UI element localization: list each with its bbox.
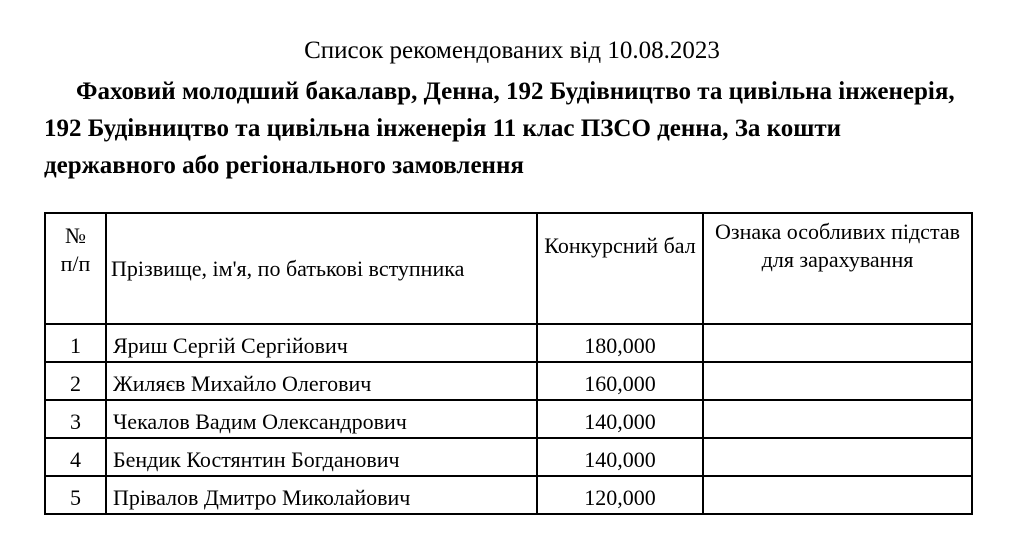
- competitive-score: 140,000: [537, 400, 703, 438]
- competitive-score: 140,000: [537, 438, 703, 476]
- document-title: Список рекомендованих від 10.08.2023: [304, 37, 720, 64]
- row-number: 1: [45, 324, 106, 362]
- competitive-score: 180,000: [537, 324, 703, 362]
- row-number: 5: [45, 476, 106, 514]
- table-header-row: [45, 213, 972, 324]
- row-number: 4: [45, 438, 106, 476]
- program-description: Фаховий молодший бакалавр, Денна, 192 Будівництво та цивільна інженерія, 192 Будівництво та цивільна інженерія 11 клас ПЗСО денна, За кошти державного або регіонального замовлення: [44, 78, 955, 179]
- special-grounds-note: [703, 476, 972, 514]
- applicant-name: Бендик Костянтин Богданович: [106, 438, 537, 476]
- table-row: [45, 438, 972, 476]
- column-header-number-sign: №: [65, 223, 86, 248]
- row-number: 2: [45, 362, 106, 400]
- table-row: [45, 476, 972, 514]
- table-row: [45, 324, 972, 362]
- competitive-score: 160,000: [537, 362, 703, 400]
- table-row: [45, 400, 972, 438]
- column-header-number-abbr: п/п: [60, 251, 91, 276]
- special-grounds-note: [703, 400, 972, 438]
- applicant-name: Прівалов Дмитро Миколайович: [106, 476, 537, 514]
- applicant-name: Чекалов Вадим Олександрович: [106, 400, 537, 438]
- competitive-score: 120,000: [537, 476, 703, 514]
- applicant-name: Жиляєв Михайло Олегович: [106, 362, 537, 400]
- column-header-name: Прізвище, ім'я, по батькові вступника: [106, 213, 537, 324]
- column-header-number: [45, 213, 106, 324]
- column-header-score: Конкурсний бал: [537, 213, 703, 324]
- column-header-note: Ознака особливих підстав для зарахування: [703, 213, 972, 324]
- special-grounds-note: [703, 438, 972, 476]
- special-grounds-note: [703, 362, 972, 400]
- applicant-name: Яриш Сергій Сергійович: [106, 324, 537, 362]
- applicants-table: [44, 212, 973, 515]
- row-number: 3: [45, 400, 106, 438]
- special-grounds-note: [703, 324, 972, 362]
- table-row: [45, 362, 972, 400]
